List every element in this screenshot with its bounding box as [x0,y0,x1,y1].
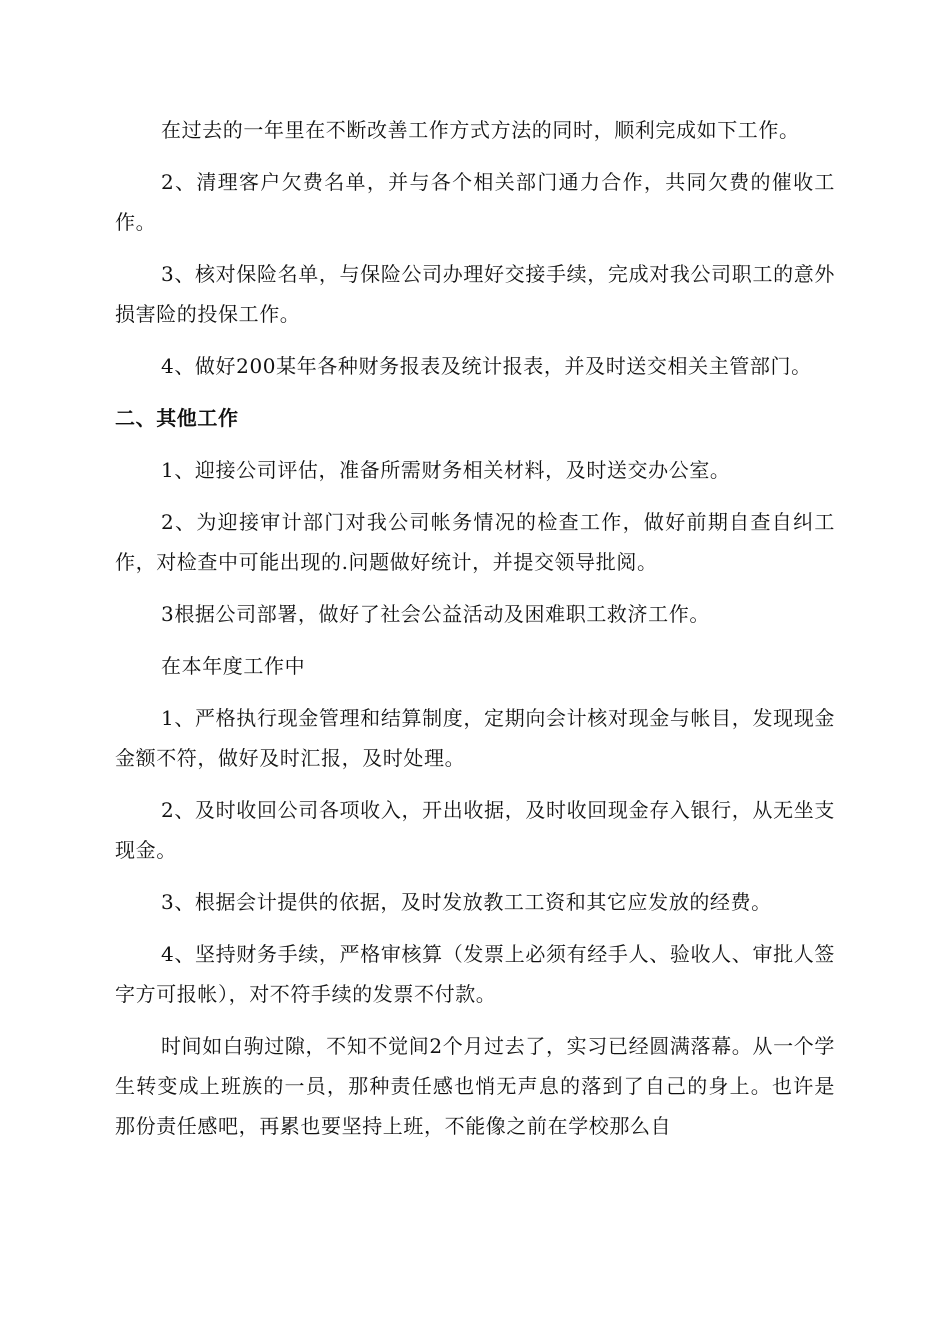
paragraph-item-4: 4、做好200某年各种财务报表及统计报表，并及时送交相关主管部门。 [161,354,812,378]
section-heading-other-work: 二、其他工作 [115,406,239,430]
paragraph-year-2: 2、及时收回公司各项收入，开出收据，及时收回现金存入银行，从无坐支现金。 [115,798,835,862]
paragraph-intro: 在过去的一年里在不断改善工作方式方法的同时，顺利完成如下工作。 [161,118,800,142]
paragraph-other-3: 3根据公司部署，做好了社会公益活动及困难职工救济工作。 [161,602,710,626]
paragraph-other-1: 1、迎接公司评估，准备所需财务相关材料，及时送交办公室。 [161,458,731,482]
paragraph-other-2: 2、为迎接审计部门对我公司帐务情况的检查工作，做好前期自查自纠工作，对检查中可能出现的.问题做好统计，并提交领导批阅。 [115,510,835,574]
paragraph-year-3: 3、根据会计提供的依据，及时发放教工工资和其它应发放的经费。 [161,890,772,914]
paragraph-year-1: 1、严格执行现金管理和结算制度，定期向会计核对现金与帐目，发现现金金额不符，做好及时汇报，及时处理。 [115,706,835,770]
paragraph-year-intro: 在本年度工作中 [161,654,306,678]
paragraph-item-3: 3、核对保险名单，与保险公司办理好交接手续，完成对我公司职工的意外损害险的投保工作。 [115,262,835,326]
document-page [115,110,835,1158]
paragraph-year-4: 4、坚持财务手续，严格审核算（发票上必须有经手人、验收人、审批人签字方可报帐），对不符手续的发票不付款。 [115,942,835,1006]
paragraph-internship: 时间如白驹过隙，不知不觉间2个月过去了，实习已经圆满落幕。从一个学生转变成上班族的一员，那种责任感也悄无声息的落到了自己的身上。也许是那份责任感吧，再累也要坚持上班，不能像之前在学校那么自 [115,1034,835,1138]
paragraph-item-2: 2、清理客户欠费名单，并与各个相关部门通力合作，共同欠费的催收工作。 [115,170,835,234]
